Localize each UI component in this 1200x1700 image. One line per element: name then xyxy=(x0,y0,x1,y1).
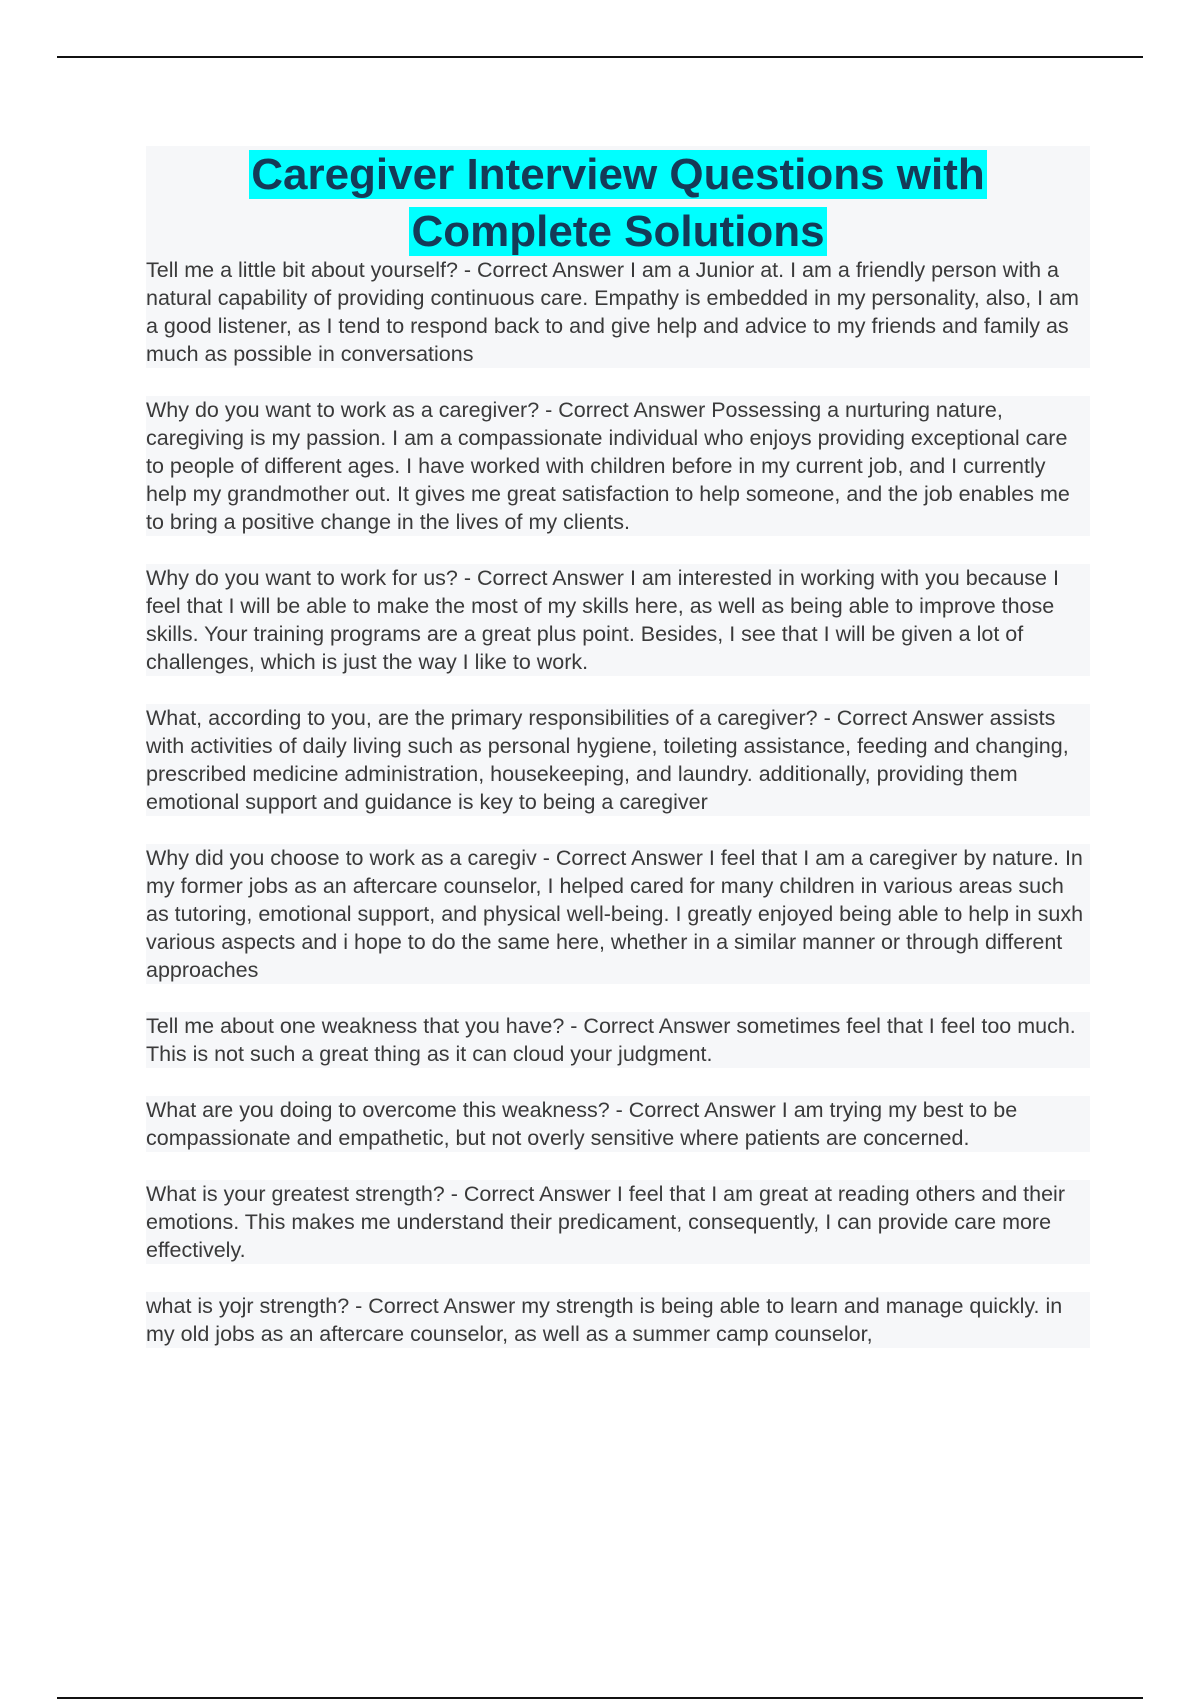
answer-separator: - Correct Answer xyxy=(349,1294,522,1318)
answer-separator: - Correct Answer xyxy=(457,258,630,282)
answer-text: assists with activities of daily living such as personal hygiene, toileting assistance, feeding and changing, prescribed medicine administration, housekeeping, and laundry. additionally, providing them emotional support and guidance is key to being a caregiver xyxy=(146,706,1069,814)
question-text: Why did you choose to work as a caregiv xyxy=(146,846,537,870)
qa-list xyxy=(146,256,1090,1348)
answer-text: Possessing a nurturing nature, caregiving is my passion. I am a compassionate individual who enjoys providing exceptional care to people of different ages. I have worked with children before in my current job, and I currently help my grandmother out. It gives me great satisfaction to help someone, and the job enables me to bring a positive change in the lives of my clients. xyxy=(146,398,1070,534)
qa-item-why-choose xyxy=(146,844,1090,984)
answer-separator: - Correct Answer xyxy=(539,398,712,422)
title-line-2: Complete Solutions xyxy=(411,207,825,256)
bottom-rule xyxy=(57,1697,1143,1699)
answer-separator: - Correct Answer xyxy=(817,706,990,730)
answer-separator: - Correct Answer xyxy=(444,1182,617,1206)
document-body xyxy=(146,146,1090,1348)
document-title xyxy=(146,146,1090,260)
question-text: Tell me a little bit about yourself? xyxy=(146,258,458,282)
answer-separator: - Correct Answer xyxy=(536,846,709,870)
answer-separator: - Correct Answer xyxy=(457,566,630,590)
answer-text: my strength is being able to learn and manage quickly. in my old jobs as an aftercare counselor, as well as a summer camp counselor, xyxy=(146,1294,1063,1346)
question-text: What, according to you, are the primary responsibilities of a caregiver? xyxy=(146,706,818,730)
title-line-1: Caregiver Interview Questions with xyxy=(251,150,985,199)
answer-separator: - Correct Answer xyxy=(564,1014,737,1038)
answer-text: sometimes feel that I feel too much. This is not such a great thing as it can cloud your judgment. xyxy=(146,1014,1076,1066)
qa-item-responsibilities xyxy=(146,704,1090,816)
qa-item-strength xyxy=(146,1292,1090,1348)
top-rule xyxy=(57,56,1143,58)
question-text: What are you doing to overcome this weakness? xyxy=(146,1098,610,1122)
qa-item-why-caregiver xyxy=(146,396,1090,536)
qa-item-weakness xyxy=(146,1012,1090,1068)
answer-text: I am trying my best to be compassionate and empathetic, but not overly sensitive where patients are concerned. xyxy=(146,1098,1018,1150)
question-text: Tell me about one weakness that you have? xyxy=(146,1014,565,1038)
answer-text: I feel that I am great at reading others and their emotions. This makes me understand their predicament, consequently, I can provide care more effectively. xyxy=(146,1182,1065,1262)
qa-item-overcome-weakness xyxy=(146,1096,1090,1152)
answer-text: I am a Junior at. I am a friendly person with a natural capability of providing continuous care. Empathy is embedded in my personality, also, I am a good listener, as I tend to respond back to and give help and advice to my friends and family as much as possible in conversations xyxy=(146,258,1079,366)
answer-text: I feel that I am a caregiver by nature. In my former jobs as an aftercare counselor, I helped cared for many children in various areas such as tutoring, emotional support, and physical well-being. I greatly enjoyed being able to help in suxh various aspects and i hope to do the same here, whether in a similar manner or through different approaches xyxy=(146,846,1084,982)
answer-separator: - Correct Answer xyxy=(609,1098,782,1122)
qa-item-why-us xyxy=(146,564,1090,676)
question-text: Why do you want to work for us? xyxy=(146,566,458,590)
qa-item-about-yourself xyxy=(146,256,1090,368)
qa-item-greatest-strength xyxy=(146,1180,1090,1264)
answer-text: I am interested in working with you because I feel that I will be able to make the most of my skills here, as well as being able to improve those skills. Your training programs are a great plus point. Besides, I see that I will be given a lot of challenges, which is just the way I like to work. xyxy=(146,566,1059,674)
title-block xyxy=(146,146,1090,256)
question-text: What is your greatest strength? xyxy=(146,1182,445,1206)
question-text: what is yojr strength? xyxy=(146,1294,350,1318)
question-text: Why do you want to work as a caregiver? xyxy=(146,398,540,422)
